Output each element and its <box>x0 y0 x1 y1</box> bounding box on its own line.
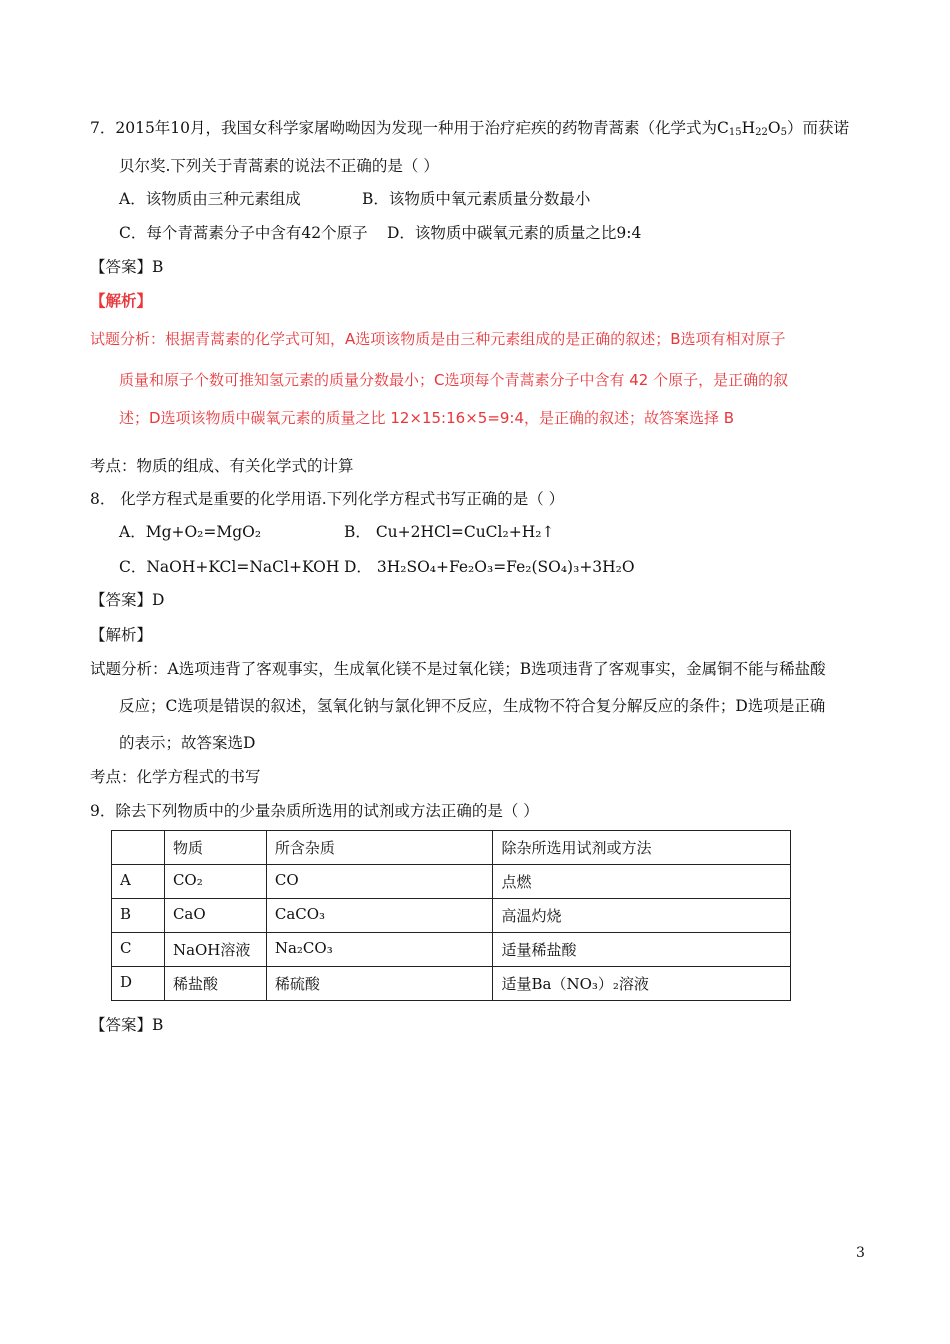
table-row <box>112 967 791 1001</box>
table-header-cell: 所含杂质 <box>266 831 493 865</box>
q7-analysis-line3: 述；D选项该物质中碳氧元素的质量之比 12×15:16×5=9:4，是正确的叙述；故答案选择 B <box>119 409 735 427</box>
q8-option-c: C．NaOH+KCl=NaCl+KOH <box>119 558 340 576</box>
table-cell: CO <box>266 865 493 899</box>
table-cell: CO₂ <box>164 865 266 899</box>
page-number: 3 <box>856 1245 865 1261</box>
q7-kaodian: 考点：物质的组成、有关化学式的计算 <box>90 457 354 475</box>
table-cell: CaCO₃ <box>266 899 493 933</box>
table-cell: C <box>112 933 165 967</box>
table-cell: 适量Ba（NO₃）₂溶液 <box>493 967 791 1001</box>
table-cell: 适量稀盐酸 <box>493 933 791 967</box>
q7-answer: 【答案】B <box>90 258 164 276</box>
q8-analysis-line2: 反应；C选项是错误的叙述，氢氧化钠与氯化钾不反应，生成物不符合复分解反应的条件；D选项是正确 <box>119 697 826 715</box>
table-row <box>112 899 791 933</box>
q8-analysis-line1: 试题分析：A选项违背了客观事实，生成氧化镁不是过氧化镁；B选项违背了客观事实，金属铜不能与稀盐酸 <box>90 660 826 678</box>
q8-option-b: B． Cu+2HCl=CuCl₂+H₂↑ <box>344 523 555 541</box>
q9-table <box>111 830 791 1001</box>
q8-answer: 【答案】D <box>90 591 165 609</box>
table-cell: B <box>112 899 165 933</box>
q7-analysis-label: 【解析】 <box>90 292 153 310</box>
table-header-row <box>112 831 791 865</box>
table-cell: 稀硫酸 <box>266 967 493 1001</box>
table-row <box>112 865 791 899</box>
table-cell: NaOH溶液 <box>164 933 266 967</box>
q7-analysis-line2: 质量和原子个数可推知氢元素的质量分数最小；C选项每个青蒿素分子中含有 42 个原子，是正确的叙 <box>119 371 789 389</box>
table-cell: D <box>112 967 165 1001</box>
q8-kaodian: 考点：化学方程式的书写 <box>90 768 261 786</box>
table-cell: 高温灼烧 <box>493 899 791 933</box>
table-cell: CaO <box>164 899 266 933</box>
table-header-cell <box>112 831 165 865</box>
q7-analysis-line1: 试题分析：根据青蒿素的化学式可知，A选项该物质是由三种元素组成的是正确的叙述；B选项有相对原子 <box>90 330 786 348</box>
table-cell: 稀盐酸 <box>164 967 266 1001</box>
q8-option-a: A．Mg+O₂=MgO₂ <box>119 523 262 541</box>
q8-option-d: D． 3H₂SO₄+Fe₂O₃=Fe₂(SO₄)₃+3H₂O <box>344 558 635 576</box>
q7-stem-line1: 7．2015年10月，我国女科学家屠呦呦因为发现一种用于治疗疟疾的药物青蒿素（化学式为$C_{15}H_{22}O_5$）而获诺 <box>90 119 850 138</box>
q8-analysis-label: 【解析】 <box>90 626 153 644</box>
q9-answer: 【答案】B <box>90 1016 164 1034</box>
table-row <box>112 933 791 967</box>
q7-stem-line2: 贝尔奖.下列关于青蒿素的说法不正确的是（ ） <box>119 157 439 175</box>
table-cell: Na₂CO₃ <box>266 933 493 967</box>
table-header-cell: 物质 <box>164 831 266 865</box>
q7-option-b: B．该物质中氧元素质量分数最小 <box>362 190 591 208</box>
q9-stem: 9．除去下列物质中的少量杂质所选用的试剂或方法正确的是（ ） <box>90 802 539 820</box>
q8-analysis-line3: 的表示；故答案选D <box>119 734 256 752</box>
q7-option-c: C．每个青蒿素分子中含有42个原子 <box>119 224 368 242</box>
table-cell: A <box>112 865 165 899</box>
q7-option-d: D．该物质中碳氧元素的质量之比9:4 <box>387 224 642 242</box>
table-cell: 点燃 <box>493 865 791 899</box>
table-header-cell: 除杂所选用试剂或方法 <box>493 831 791 865</box>
q7-option-a: A．该物质由三种元素组成 <box>119 190 301 208</box>
q8-stem: 8． 化学方程式是重要的化学用语.下列化学方程式书写正确的是（ ） <box>90 490 565 508</box>
